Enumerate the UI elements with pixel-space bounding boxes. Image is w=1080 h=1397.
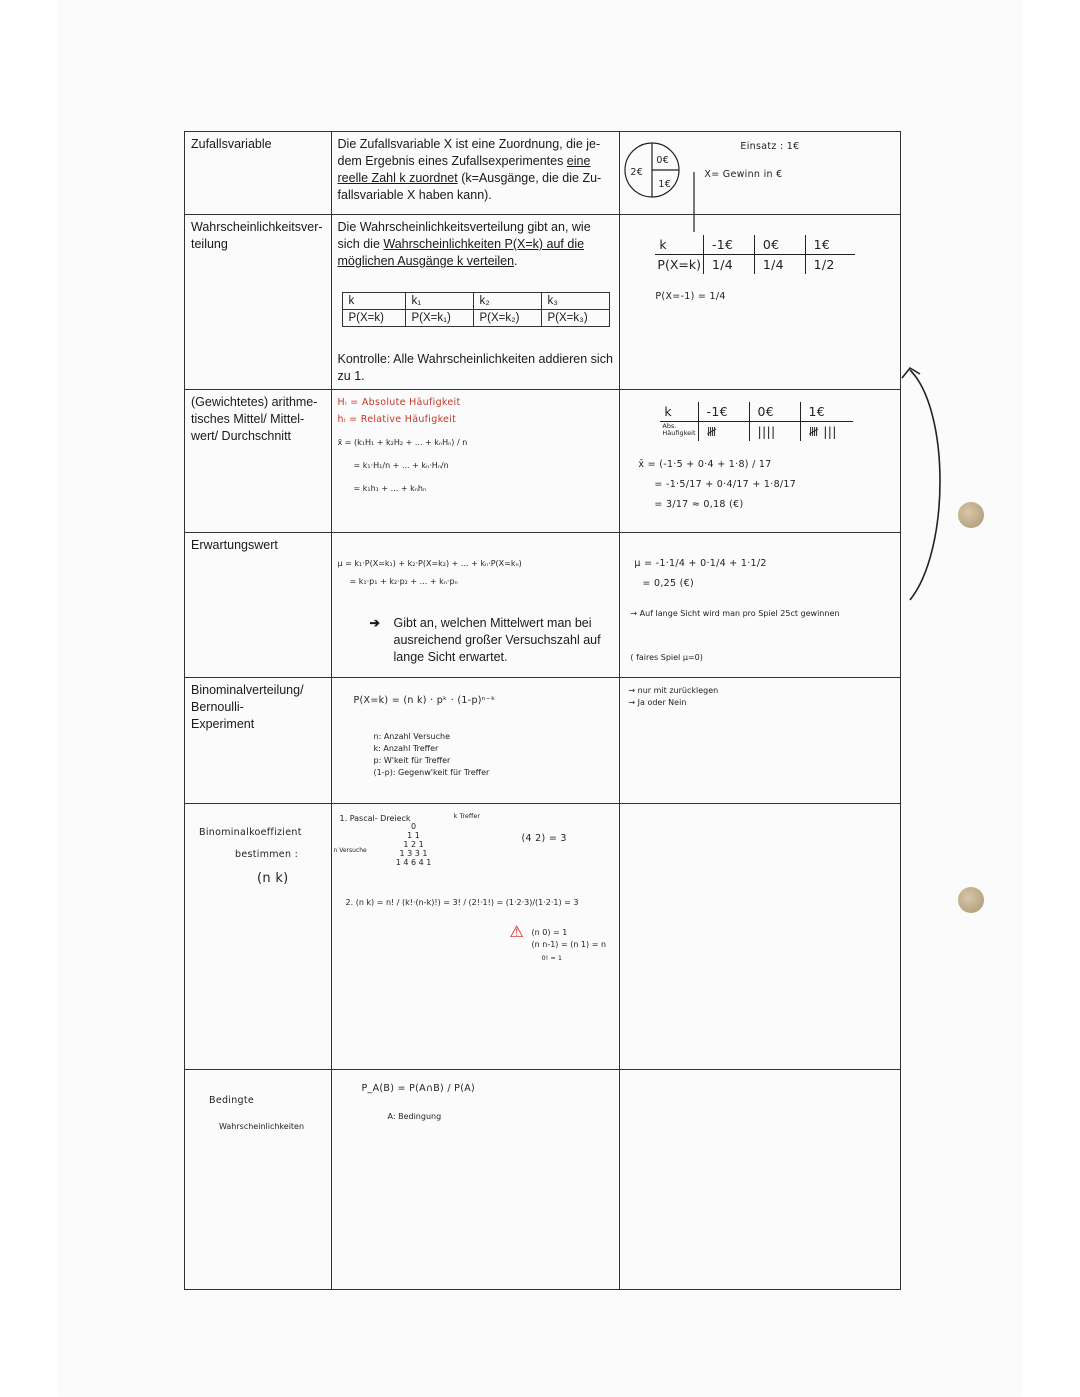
- term-cell: [185, 533, 332, 678]
- pascal-row: 1 1: [407, 831, 420, 840]
- legend-line: k: Anzahl Treffer: [373, 744, 439, 753]
- definition-cell: [331, 132, 620, 215]
- definition-text-end: (k=Ausgänge, die die Zu- fallsvariable X haben kann).: [337, 171, 602, 202]
- pascal-row: 1 4 6 4 1: [395, 858, 432, 867]
- kontrolle-text: Kontrolle: Alle Wahrscheinlichkeiten addieren sich zu 1.: [337, 352, 613, 383]
- term-zufallsvariable: Zufallsvariable: [191, 137, 272, 151]
- term-line-2: Bernoulli-: [191, 700, 244, 714]
- table-cell: 0€: [749, 402, 800, 422]
- row-zufallsvariable: [185, 132, 901, 215]
- formula-line: = k₁·p₁ + k₂·p₂ + ... + kₙ·pₙ: [349, 577, 458, 586]
- row-binomialkoeffizient: [185, 804, 901, 1070]
- punch-hole-bottom: [958, 887, 984, 913]
- table-cell: 𝍸: [698, 422, 749, 442]
- formula-cell: [331, 533, 620, 678]
- binomial-formula: P(X=k) = (n k) · pᵏ · (1-p)ⁿ⁻ᵏ: [353, 695, 496, 706]
- note-line: = k₁h₁ + ... + kₙhₙ: [353, 484, 427, 493]
- definition-highlight: eine reelle Zahl k zuordnet: [337, 154, 591, 185]
- table-cell: k: [660, 402, 698, 422]
- example-note: P(X=-1) = 1/4: [655, 291, 726, 302]
- term-line-1: (Gewichtetes) arithme-: [191, 395, 318, 409]
- table-cell: P(X=k): [655, 255, 703, 275]
- example-cell: [620, 215, 901, 390]
- pascal-title: 1. Pascal- Dreieck: [339, 814, 411, 823]
- term-cell: [185, 215, 332, 390]
- erwartungswert-explanation: Gibt an, welchen Mittelwert man bei ausreichend großer Versuchszahl auf lange Sicht erwartet.: [393, 616, 601, 664]
- example-cell: [620, 678, 901, 804]
- example-cell: [620, 533, 901, 678]
- summary-table: [184, 131, 901, 1290]
- table-cell: 1/4: [703, 255, 754, 275]
- pascal-row: 1 3 3 1: [399, 849, 428, 858]
- wheel-left-label: 2€: [630, 167, 644, 178]
- term-cell: [185, 678, 332, 804]
- wheel-bottom-label: 1€: [658, 179, 672, 190]
- table-cell: -1€: [698, 402, 749, 422]
- example-line: → nur mit zurücklegen: [628, 686, 719, 695]
- arrow-right-icon: ➔: [369, 616, 380, 630]
- special-case: 0! = 1: [541, 954, 562, 962]
- formula-cell: [331, 1070, 620, 1290]
- row-mittelwert: [185, 390, 901, 533]
- pascal-row: 0: [410, 822, 417, 831]
- table-cell: 1/4: [754, 255, 805, 275]
- term-line-2: Wahrscheinlichkeiten: [219, 1122, 305, 1131]
- term-line-1: Bedingte: [209, 1095, 255, 1106]
- example-line: ( faires Spiel μ=0): [630, 653, 703, 662]
- term-cell: [185, 804, 332, 1070]
- table-cell: P(X=k₃): [541, 310, 609, 327]
- x-definition-text: X= Gewinn in €: [704, 169, 783, 180]
- note-line: Hᵢ = Absolute Häufigkeit: [337, 397, 461, 408]
- note-line: = k₁·H₁/n + ... + kₙ·Hₙ/n: [353, 461, 449, 470]
- example-cell: [620, 390, 901, 533]
- example-cell: [620, 1070, 901, 1290]
- definition-cell: [331, 215, 620, 390]
- term-line-1: Binominalkoeffizient: [199, 827, 302, 838]
- formula-cell: [331, 804, 620, 1070]
- row-verteilung: [185, 215, 901, 390]
- special-case: (n n-1) = (n 1) = n: [531, 940, 607, 949]
- punch-hole-top: [958, 502, 984, 528]
- term-line-2: tisches Mittel/ Mittel-: [191, 412, 305, 426]
- definition-text: Die Zufallsvariable X ist eine Zuordnung, die je- dem Ergebnis eines Zufallsexperimentes: [337, 137, 601, 168]
- table-cell: k₂: [473, 293, 541, 310]
- row-bedingte-wahrscheinlichkeit: [185, 1070, 901, 1290]
- factorial-formula: 2. (n k) = n! / (k!·(n-k)!) = 3! / (2!·1!) = (1·2·3)/(1·2·1) = 3: [345, 898, 579, 907]
- mean-calc-line: x̄ = (-1·5 + 0·4 + 1·8) / 17: [638, 459, 772, 470]
- pascal-row: 1 2 1: [403, 840, 424, 849]
- conditional-formula: P_A(B) = P(A∩B) / P(A): [361, 1083, 476, 1094]
- table-cell: k₃: [541, 293, 609, 310]
- table-cell: Abs. Häufigkeit: [660, 422, 698, 442]
- example-line: → Ja oder Nein: [628, 698, 687, 707]
- pascal-versuche-label: n Versuche: [333, 847, 367, 854]
- note-line: x̄ = (k₁H₁ + k₂H₂ + ... + kₙHₙ) / n: [337, 438, 468, 447]
- wheel-top-label: 0€: [656, 155, 670, 166]
- term-cell: [185, 1070, 332, 1290]
- warning-icon: ⚠: [509, 924, 524, 941]
- table-cell: k: [655, 235, 703, 255]
- definition-highlight: Wahrscheinlichkeiten P(X=k) auf die möglichen Ausgänge k verteilen: [337, 237, 585, 268]
- example-cell: [620, 804, 901, 1070]
- example-line: = 0,25 (€): [642, 578, 695, 589]
- example-line: μ = -1·1/4 + 0·1/4 + 1·1/2: [634, 558, 767, 569]
- legend-line: p: W'keit für Treffer: [373, 756, 451, 765]
- einsatz-text: Einsatz : 1€: [740, 141, 800, 152]
- table-cell: 𝍸 |||: [808, 424, 837, 439]
- example-distribution-table: [655, 235, 855, 274]
- table-cell: 1/2: [813, 257, 835, 272]
- table-cell: ||||: [749, 422, 800, 442]
- table-cell: P(X=k₁): [405, 310, 473, 327]
- term-line-3: Experiment: [191, 717, 255, 731]
- example-line: → Auf lange Sicht wird man pro Spiel 25ct gewinnen: [630, 609, 840, 618]
- mean-calc-line: = 3/17 ≈ 0,18 (€): [654, 499, 744, 510]
- legend-line: (1-p): Gegenw'keit für Treffer: [373, 768, 490, 777]
- row-erwartungswert: [185, 533, 901, 678]
- formula-cell: [331, 678, 620, 804]
- term-line-2: teilung: [191, 237, 228, 251]
- table-cell: k: [342, 293, 405, 310]
- term-line-1: Binominalverteilung/: [191, 683, 304, 697]
- legend-line: n: Anzahl Versuche: [373, 732, 450, 741]
- formula-line: μ = k₁·P(X=k₁) + k₂·P(X=k₂) + ... + kₙ·P(X=kₙ): [337, 559, 522, 568]
- frequency-table: [660, 402, 852, 441]
- table-cell: 1€: [805, 235, 855, 255]
- table-cell: 0€: [754, 235, 805, 255]
- pascal-triangle: [374, 822, 454, 867]
- term-erwartungswert: Erwartungswert: [191, 538, 278, 552]
- table-cell: k₁: [405, 293, 473, 310]
- term-line-2: bestimmen :: [235, 849, 299, 860]
- pascal-treffer-label: k Treffer: [453, 812, 481, 820]
- definition-text: Die Wahrscheinlichkeitsverteilung gibt an, wie sich die: [337, 220, 591, 251]
- note-line: hᵢ = Relative Häufigkeit: [337, 414, 457, 425]
- table-cell: 1€: [800, 402, 853, 422]
- table-cell: P(X=k): [342, 310, 405, 327]
- table-cell: -1€: [703, 235, 754, 255]
- notes-cell: [331, 390, 620, 533]
- mean-calc-line: = -1·5/17 + 0·4/17 + 1·8/17: [654, 479, 797, 490]
- term-cell: [185, 390, 332, 533]
- table-cell: P(X=k₂): [473, 310, 541, 327]
- definition-text-end: .: [514, 254, 518, 268]
- example-cell: [620, 132, 901, 215]
- term-line-3: wert/ Durchschnitt: [191, 429, 292, 443]
- conditional-note: A: Bedingung: [387, 1112, 442, 1121]
- pascal-result: (4 2) = 3: [521, 833, 567, 844]
- row-binomialverteilung: [185, 678, 901, 804]
- term-line-1: Wahrscheinlichkeitsver-: [191, 220, 323, 234]
- distribution-table: [342, 292, 610, 327]
- term-cell: [185, 132, 332, 215]
- special-case: (n 0) = 1: [531, 928, 568, 937]
- term-line-3: (n k): [257, 871, 289, 886]
